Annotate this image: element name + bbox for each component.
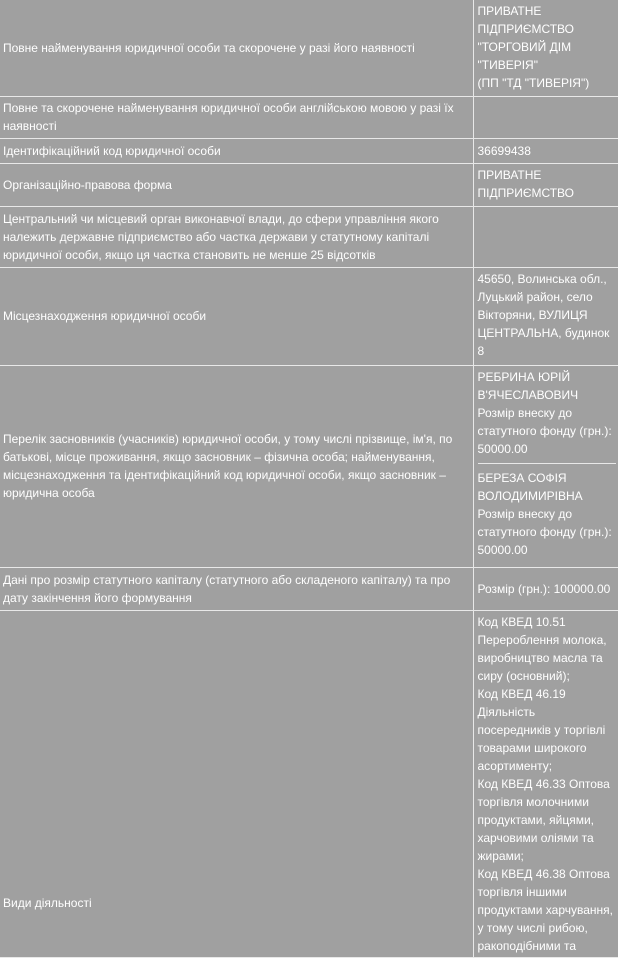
- full-name-value: [473, 0, 618, 96]
- id-code-label: Ідентифікаційний код юридичної особи: [0, 138, 473, 163]
- activities-value: [473, 610, 618, 957]
- legal-form-label: Організаційно-правова форма: [0, 163, 473, 206]
- kved-line: продуктами харчування,: [477, 902, 613, 917]
- founder-contribution-line: статутного фонду (грн.):: [477, 423, 612, 438]
- kved-line: Код КВЕД 46.33 Оптова: [477, 776, 610, 791]
- location-label: Місцезнаходження юридичної особи: [0, 267, 473, 365]
- founders-value: [473, 365, 618, 567]
- full-name-label: Повне найменування юридичної особи та скорочене у разі його наявності: [0, 0, 473, 96]
- capital-value: [473, 567, 618, 610]
- english-name-label: Повне та скорочене найменування юридичної особи англійською мовою у разі їх наявності: [0, 96, 473, 138]
- legal-form-line: ПІДПРИЄМСТВО: [477, 185, 574, 200]
- kved-line: у тому числі рибою,: [477, 920, 588, 935]
- kved-item: [478, 685, 617, 775]
- gov-body-label: Центральний чи місцевий орган виконавчої влади, до сфери управління якого належить державне підприємство або частка держави у статутному капіталі юридичної особи, якщо ця частка становить не менше 25 відсотків: [0, 206, 473, 267]
- row-activities: [0, 610, 618, 957]
- kved-line: продуктами, яйцями,: [477, 812, 594, 827]
- row-full-name: [0, 0, 618, 96]
- kved-line: ракоподібними та: [477, 938, 577, 953]
- kved-line: посередників у торгівлі: [477, 722, 606, 737]
- kved-line: товарами широкого: [477, 740, 587, 755]
- founders-label: Перелік засновників (учасників) юридичної особи, у тому числі прізвище, ім'я, по батькові, місце проживання, якщо засновник – фізична особа; найменування, місцезнаходження та ідентифікаційний код юридичної особи, якщо засновник – юридична особа: [0, 365, 473, 567]
- kved-item: [478, 613, 617, 685]
- legal-form-value: [473, 163, 618, 206]
- row-location: [0, 267, 618, 365]
- row-id-code: [0, 138, 618, 163]
- kved-line: Перероблення молока,: [477, 632, 607, 647]
- founder-contribution-line: 50000.00: [477, 542, 528, 557]
- full-name-line: "ТОРГОВИЙ ДІМ: [477, 40, 572, 54]
- kved-line: асортименту;: [477, 758, 553, 773]
- kved-line: Код КВЕД 46.19: [477, 686, 566, 701]
- kved-line: Діяльність: [477, 704, 536, 719]
- founder-name-line: В'ЯЧЕСЛАВОВИЧ: [477, 387, 579, 402]
- id-code-value: 36699438: [473, 138, 618, 163]
- founder-contribution-line: статутного фонду (грн.):: [477, 524, 612, 539]
- row-legal-form: [0, 163, 618, 206]
- location-line: 8: [477, 343, 485, 358]
- activities-label: Види діяльності: [0, 610, 473, 957]
- capital-label: Дані про розмір статутного капіталу (статутного або складеного капіталу) та про дату закінчення його формування: [0, 567, 473, 610]
- founder-divider: [478, 463, 616, 464]
- founder-name-line: РЕБРИНА ЮРІЙ: [477, 369, 571, 384]
- founder-contribution-line: 50000.00: [477, 441, 528, 456]
- english-name-value: [473, 96, 618, 138]
- capital-amount: Розмір (грн.): 100000.00: [477, 581, 611, 596]
- founder-contribution-line: Розмір внеску до: [477, 506, 573, 521]
- row-english-name: [0, 96, 618, 138]
- location-line: 45650, Волинська обл.,: [477, 271, 607, 286]
- legal-form-line: ПРИВАТНЕ: [477, 167, 542, 182]
- kved-line: сиру (основний);: [477, 668, 570, 683]
- kved-line: Код КВЕД 10.51: [477, 614, 566, 629]
- kved-line: харчовими оліями та: [477, 830, 594, 845]
- kved-item: [478, 775, 617, 865]
- full-name-line: ПРИВАТНЕ: [477, 4, 542, 18]
- kved-line: Код КВЕД 46.38 Оптова: [477, 866, 610, 881]
- location-line: Луцький район, село: [477, 289, 593, 304]
- location-line: Вікторяни, ВУЛИЦЯ: [477, 307, 588, 322]
- founder-entry: [478, 469, 617, 559]
- gov-body-value: [473, 206, 618, 267]
- founder-name-line: ВОЛОДИМИРІВНА: [477, 488, 583, 503]
- founder-name-line: БЕРЕЗА СОФІЯ: [477, 470, 567, 485]
- row-founders: [0, 365, 618, 567]
- full-name-line: ПІДПРИЄМСТВО: [477, 22, 574, 36]
- founder-contribution-line: Розмір внеску до: [477, 405, 573, 420]
- kved-line: виробництво масла та: [477, 650, 603, 665]
- kved-line: торгівля молочними: [477, 794, 589, 809]
- full-name-line: (ПП "ТД "ТИВЕРІЯ"): [477, 76, 590, 90]
- kved-line: торгівля іншими: [477, 884, 567, 899]
- location-line: ЦЕНТРАЛЬНА, будинок: [477, 325, 610, 340]
- location-value: [473, 267, 618, 365]
- row-capital: [0, 567, 618, 610]
- kved-item: [478, 865, 617, 955]
- founder-entry: [478, 368, 617, 458]
- row-gov-body: [0, 206, 618, 267]
- kved-line: жирами;: [477, 848, 524, 863]
- full-name-line: "ТИВЕРІЯ": [477, 58, 538, 72]
